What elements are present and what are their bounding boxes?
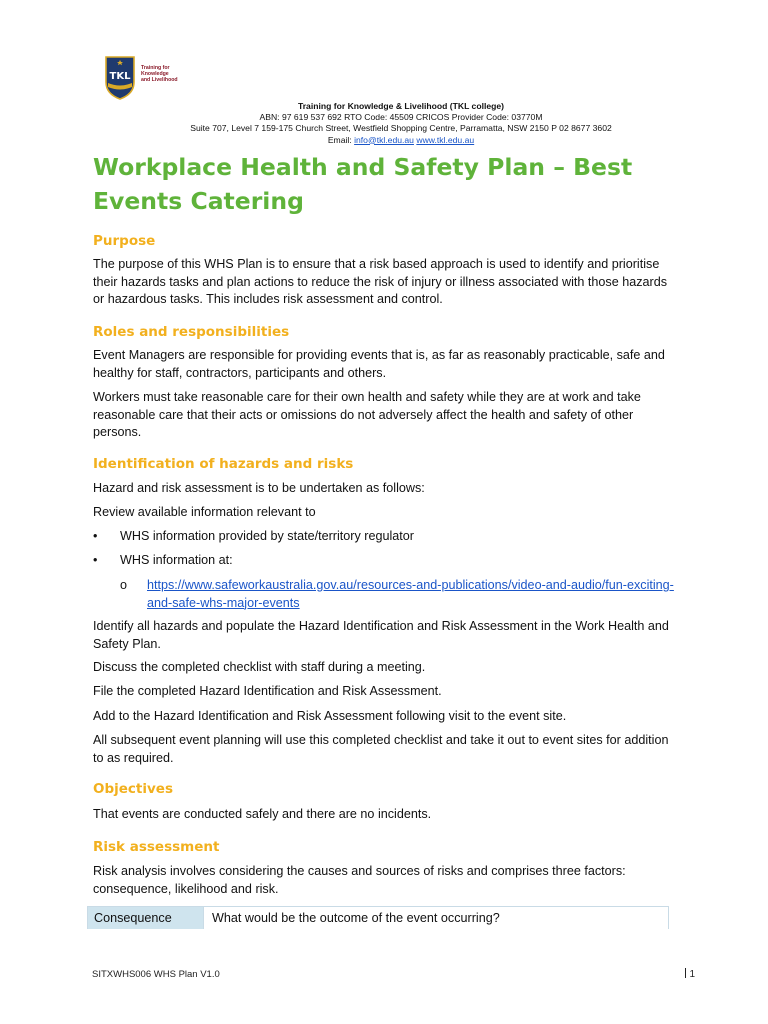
- document-title: Workplace Health and Safety Plan – Best Events Catering: [93, 153, 633, 215]
- hazards-paragraph: Review available information relevant to: [93, 505, 316, 519]
- list-item: WHS information provided by state/territory regulator: [120, 529, 414, 543]
- page-number-separator: [685, 968, 686, 978]
- risk-table-row: [87, 906, 669, 929]
- bullet-icon: •: [93, 529, 98, 543]
- page-number: [685, 968, 695, 980]
- risk-table-label: Consequence: [88, 907, 204, 929]
- risk-text: Risk analysis involves considering the causes and sources of risks and comprises three factors: consequence, likelihood and risk.: [93, 864, 626, 896]
- heading-roles: Roles and responsibilities: [93, 324, 290, 340]
- risk-table-value: What would be the outcome of the event occurring?: [212, 911, 500, 925]
- heading-purpose: Purpose: [93, 233, 156, 249]
- organisation-header: [90, 101, 712, 146]
- college-logo: [104, 54, 180, 102]
- bullet-icon: •: [93, 553, 98, 567]
- hazards-paragraph: Discuss the completed checklist with staff during a meeting.: [93, 660, 426, 674]
- purpose-text: The purpose of this WHS Plan is to ensure that a risk based approach is used to identify and prioritise their hazards tasks and plan actions to reduce the risk of injury or illness associated with those hazards or hazardous tasks. This includes risk assessment and control.: [93, 257, 668, 306]
- hazards-paragraph: All subsequent event planning will use this completed checklist and take it out to event sites for addition to as required.: [93, 733, 669, 765]
- email-link[interactable]: info@tkl.edu.au: [354, 134, 414, 145]
- org-registration: ABN: 97 619 537 692 RTO Code: 45509 CRICOS Provider Code: 03770M: [259, 112, 543, 123]
- logo-tagline-line: Knowledge: [141, 71, 169, 77]
- email-label: Email:: [327, 134, 352, 145]
- shield-logo-icon: [104, 54, 136, 100]
- org-name: Training for Knowledge & Livelihood (TKL college): [297, 101, 505, 111]
- heading-hazards: Identification of hazards and risks: [93, 456, 354, 472]
- objectives-text: That events are conducted safely and there are no incidents.: [93, 807, 432, 821]
- list-item: WHS information at:: [120, 553, 233, 567]
- roles-paragraph: Workers must take reasonable care for their own health and safety while they are at work and take reasonable care that their acts or omissions do not adversely affect the health and safety of other persons.: [93, 390, 641, 439]
- footer-doc-id: SITXWHS006 WHS Plan V1.0: [92, 969, 220, 980]
- safework-link[interactable]: https://www.safeworkaustralia.gov.au/resources-and-publications/video-and-audio/fun-exciting-and-safe-whs-major-events: [147, 578, 674, 610]
- page-number-value: 1: [689, 969, 695, 980]
- logo-tagline-line: and Livelihood: [141, 77, 178, 83]
- roles-paragraph: Event Managers are responsible for providing events that is, as far as reasonably practicable, safe and healthy for staff, contractors, participants and others.: [93, 348, 665, 380]
- hazards-paragraph: Add to the Hazard Identification and Risk Assessment following visit to the event site.: [93, 709, 567, 723]
- logo-tagline: [141, 65, 178, 83]
- hazards-paragraph: Hazard and risk assessment is to be undertaken as follows:: [93, 481, 425, 495]
- heading-objectives: Objectives: [93, 781, 173, 797]
- heading-risk-assessment: Risk assessment: [93, 839, 220, 855]
- logo-tagline-line: Training for: [141, 65, 170, 71]
- org-address: Suite 707, Level 7 159-175 Church Street, Westfield Shopping Centre, Parramatta, NSW 2150 P 02 8677 3602: [190, 123, 612, 134]
- hazards-paragraph: File the completed Hazard Identification and Risk Assessment.: [93, 684, 442, 698]
- website-link[interactable]: www.tkl.edu.au: [416, 134, 475, 145]
- org-contact: [90, 135, 712, 146]
- hazards-paragraph: Identify all hazards and populate the Hazard Identification and Risk Assessment in the Work Health and Safety Plan.: [93, 619, 669, 651]
- sub-bullet-icon: o: [120, 578, 128, 592]
- logo-abbr: TKL: [109, 71, 131, 82]
